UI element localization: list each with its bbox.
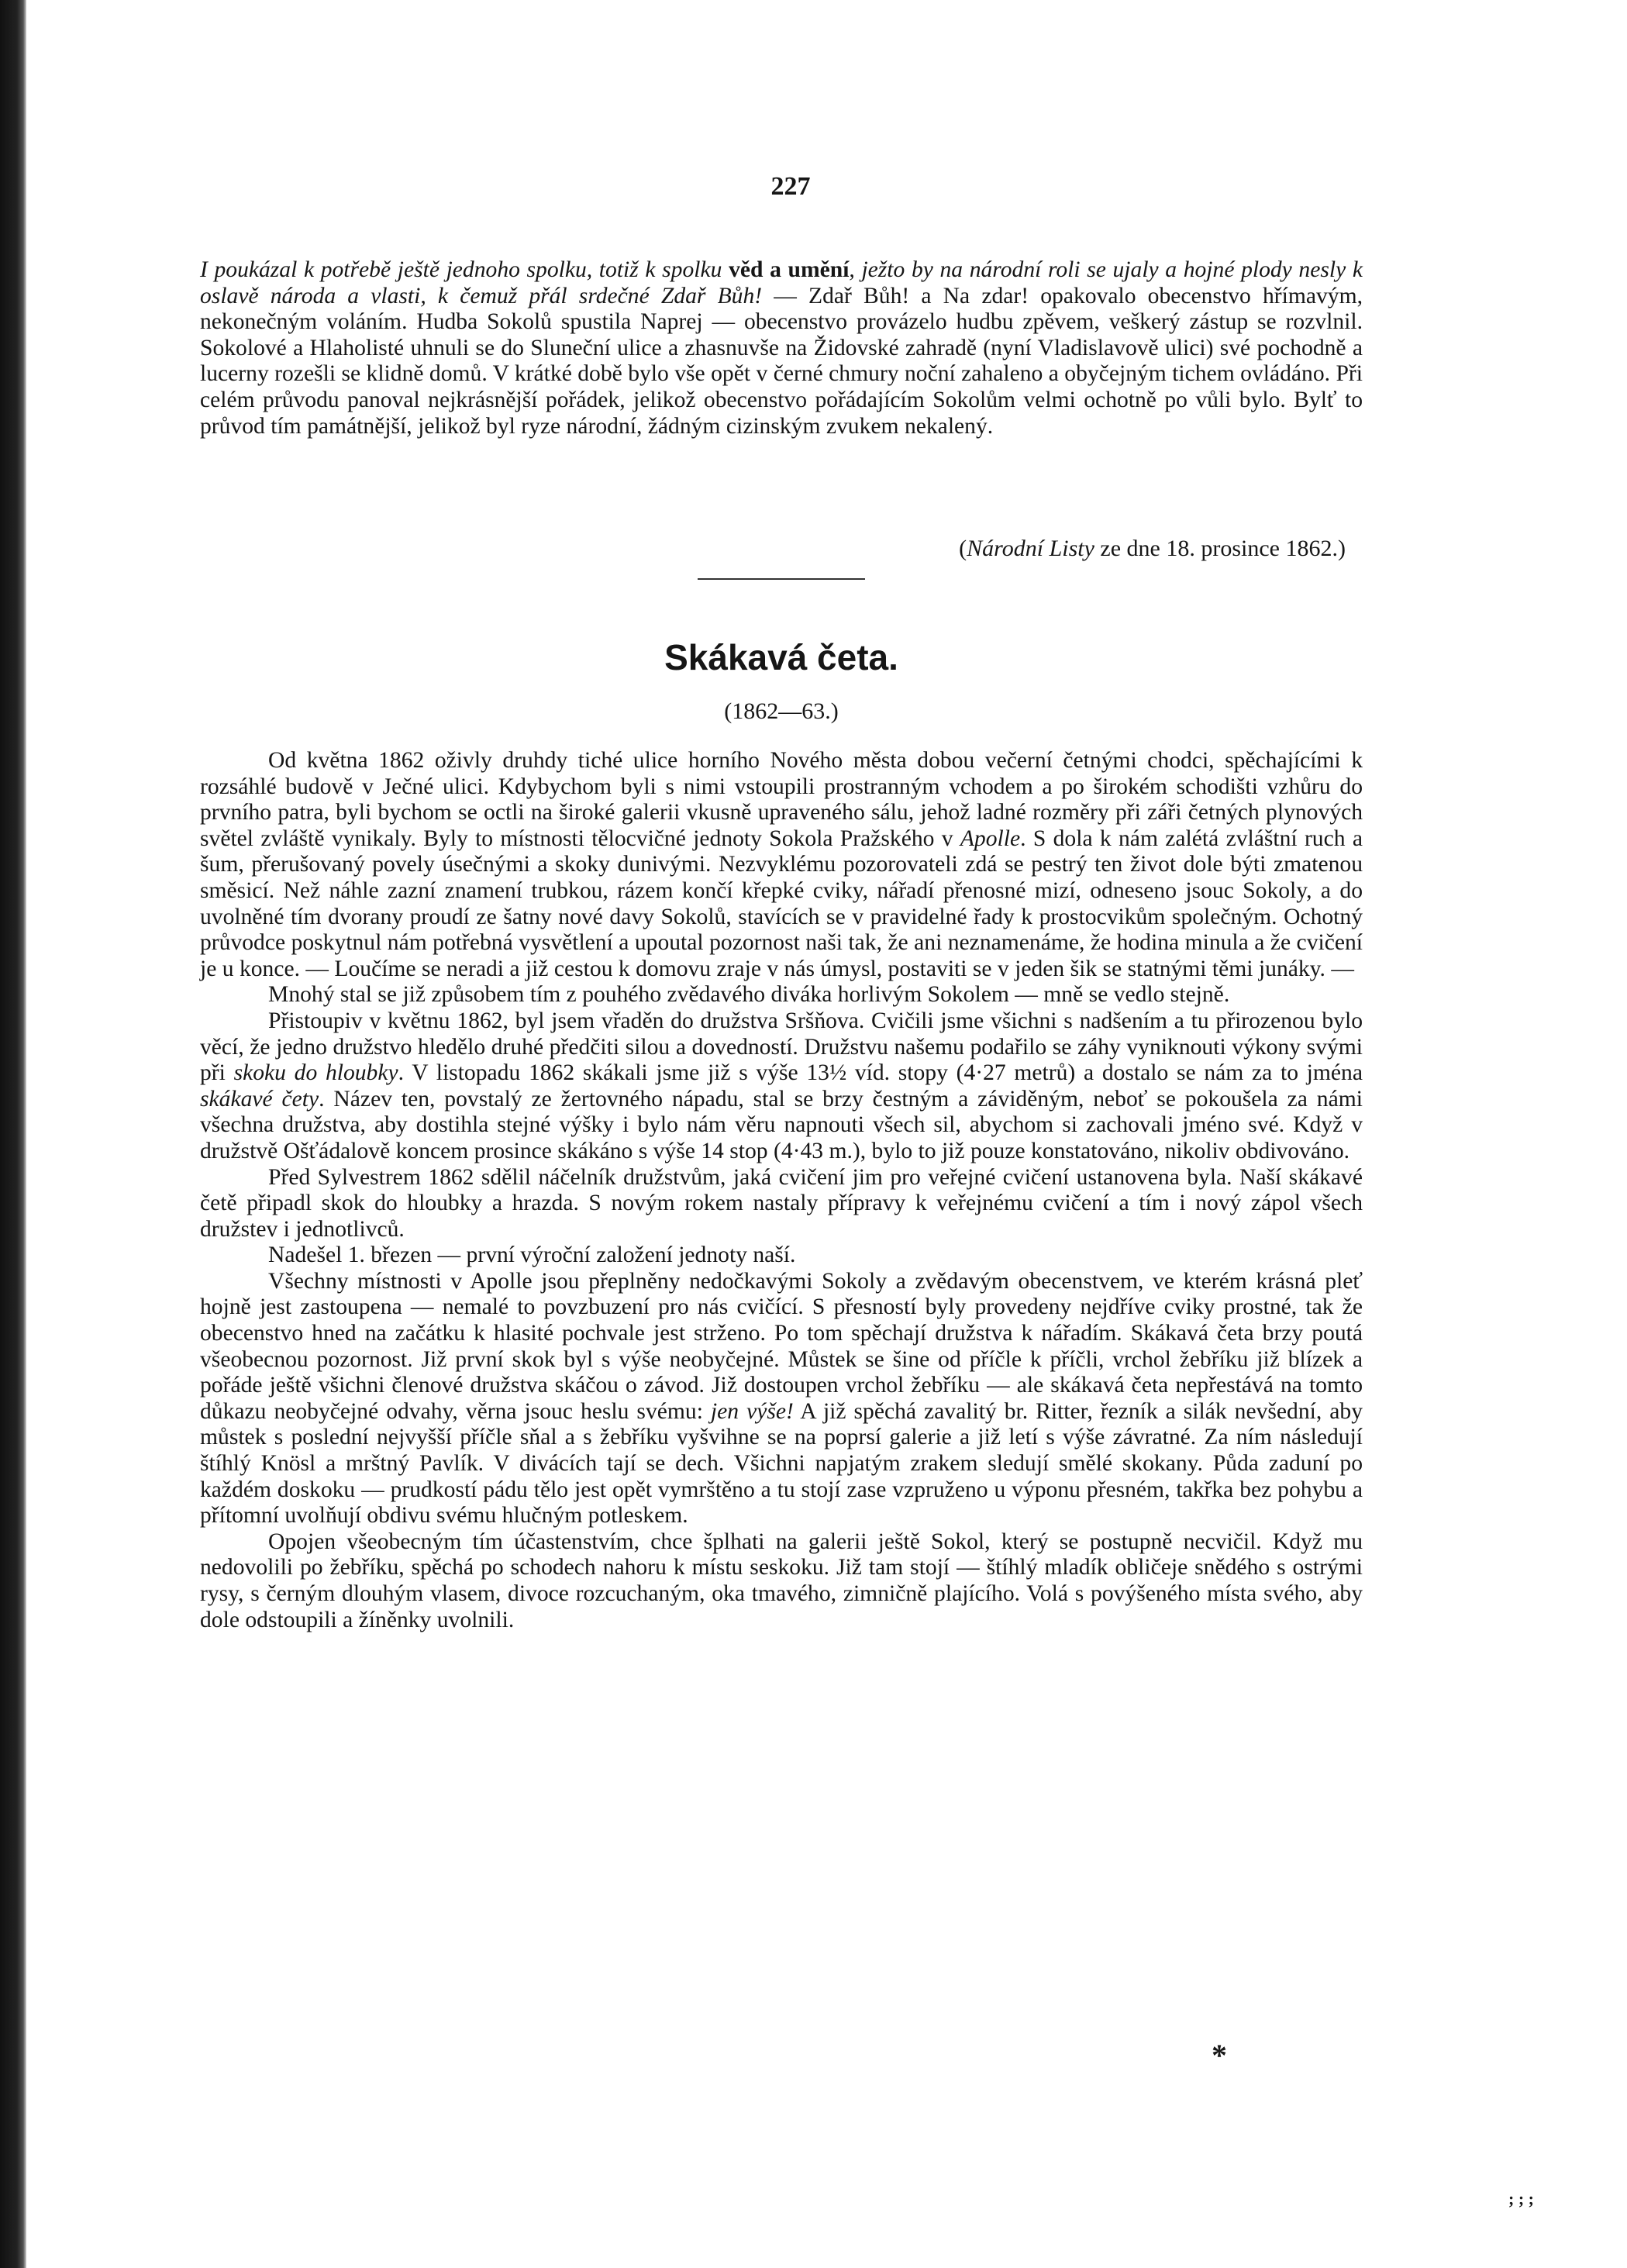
section-asterisk: * <box>1212 2038 1227 2073</box>
body-text: A již spěchá zavalitý br. Ritter, řezník a silák nevšední, aby můstek s poslední nejvyšší příčle sňal a s žebříku vyšvihne se na poprsí galerie a již letí s výše závratné. Za ním následují štíhlý Knösl a mrštný Pavlík. V divácích tají se dech. Všichni napjatým zrakem sledují smělé skokany. Půda zaduní po každém doskoku — prudkostí pádu tělo jest opět vymrštěno a tu stojí zase vzpruženo u výponu přesném, takřka bez pohybu a přítomní uvolňují obdivu svému hlučným potleskem. <box>200 1398 1363 1529</box>
citation-newspaper-name: Národní Listy <box>967 536 1094 561</box>
quote-italic-lead: I poukázal k potřebě ještě jednoho spolku, totiž k spolku <box>200 257 722 282</box>
body-paragraph-6 <box>200 1269 1363 1529</box>
book-binding-edge <box>0 0 26 2268</box>
body-text: Všechny místnosti v Apolle jsou přeplněny nedočkavými Sokoly a zvědavým obecenstvem, ve kterém krásná pleť hojně jest zastoupena — nemalé to povzbuzení pro nás cvičící. S přesností byly provedeny nejdříve cviky prostné, tak že obecenstvo hned na začátku k hlasité pochvale jest strženo. Po tom spěchají družstva k nářadím. Skákavá četa brzy poutá všeobecnou pozornost. Již první skok byl s výše neobyčejné. Můstek se šine od příčle k příčli, vrchol žebříku již blízek a pořáde ještě všichni členové družstva skáčou o závod. Již dostoupen vrchol žebříku — ale skákavá četa nepřestává na tomto důkazu neobyčejné odvahy, věrna jsouc heslu svému: <box>200 1268 1363 1424</box>
quoted-newspaper-excerpt <box>200 257 1363 439</box>
chapter-subtitle-years: (1862—63.) <box>724 698 839 724</box>
body-text: Od května 1862 oživly druhdy tiché ulice horního Nového města dobou večerní četnými chodci, spěchajícími k rozsáhlé budově v Ječné ulici. Kdybychom byli s nimi vstoupili prostranným vchodem a po širokém schodišti vzhůru do prvního patra, byli bychom se octli na široké galerii vkusně upraveného sálu, jehož ladné rozměry při záři četných plynových světel zvláště vynikaly. Byly to místnosti tělocvičné jednoty Sokola Pražského v <box>200 748 1363 851</box>
body-text: . Název ten, povstalý ze žertovného nápadu, stal se brzy čestným a záviděným, neboť se pokoušela za námi všechna družstva, aby dostihla stejné výšky i bylo nám věru napnouti všech sil, abychom si zachovali jméno své. Když v družstvě Ošťádalově koncem prosince skákáno s výše 14 stop (4·43 m.), bylo to již pouze konstatováno, nikoliv obdivováno. <box>200 1086 1363 1163</box>
quote-italic-continuation: , ježto by na národní roli se ujaly a hojné plody nesly k oslavě národa a vlasti, k čemuž přál srdečné Zdař Bůh! <box>200 257 1363 308</box>
italic-motto: jen výše! <box>710 1398 794 1424</box>
citation-date: ze dne 18. prosince 1862.) <box>1094 536 1346 561</box>
quote-bold-phrase: věd a umění <box>729 257 850 282</box>
page-edge-marks: ; ; ; <box>1508 2189 1534 2208</box>
body-paragraph-7: Opojen všeobecným tím účastenstvím, chce šplhati na galerii ještě Sokol, který se postupně necvičil. Když mu nedovolili po žebříku, spěchá po schodech nahoru k místu seskoku. Již tam stojí — štíhlý mladík obličeje snědého s ostrými rysy, s černým dlouhým vlasem, divoce rozcuchaným, oka tmavého, zimničně plajícího. Volá s povýšeného místa svého, aby dole odstoupili a žíněnky uvolnili. <box>200 1529 1363 1632</box>
body-paragraph-3 <box>200 1008 1363 1165</box>
body-paragraph-4: Před Sylvestrem 1862 sdělil náčelník družstvům, jaká cvičení jim pro veřejné cvičení ustanovena byla. Naší skákavé četě připadl skok do hloubky a hrazda. S novým rokem nastaly přípravy k veřejnému cvičení a tím i nový zápol všech družstev i jednotlivců. <box>200 1164 1363 1242</box>
italic-place-name: Apolle <box>960 826 1021 851</box>
quote-paragraph <box>200 257 1363 439</box>
quote-source-citation <box>200 535 1346 563</box>
body-text: Přistoupiv v květnu 1862, byl jsem vřaděn do družstva Sršňova. Cvičili jsme všichni s nadšením a tu přirozenou bylo věcí, že jedno družstvo hledělo druhé předčiti silou a dovedností. Družstvu našemu podařilo se záhy vyniknouti výkony svými při <box>200 1008 1363 1086</box>
chapter-body <box>200 748 1363 1633</box>
section-divider <box>698 578 865 580</box>
citation-open-paren: ( <box>959 536 967 561</box>
chapter-title: Skákavá četa. <box>664 637 898 677</box>
page-number: 227 <box>770 172 811 201</box>
body-text: . V listopadu 1862 skákali jsme již s výše 13½ víd. stopy (4·27 metrů) a dostalo se nám za to jména <box>398 1060 1363 1086</box>
body-paragraph-1 <box>200 748 1363 982</box>
italic-term-skakave-cety: skákavé čety <box>200 1086 319 1112</box>
body-paragraph-5: Nadešel 1. březen — první výroční založení jednoty naší. <box>268 1243 796 1268</box>
quote-body-text: — Zdař Bůh! a Na zdar! opakovalo obecenstvo hřímavým, nekonečným voláním. Hudba Sokolů spustila Naprej — obecenstvo provázelo hudbu zpěvem, veškerý zástup se rozvlnil. Sokolové a Hlaholisté uhnuli se do Sluneční ulice a zhasnuvše na Židovské zahradě (nyní Vladislavově ulici) své pochodně a lucerny rozešli se klidně domů. V krátké době bylo vše opět v černé chmury noční zahaleno a obyčejným tichem ovládáno. Při celém průvodu panoval nejkrásnější pořádek, jelikož obecenstvo pořádajícím Sokolům velmi ochotně po vůli bylo. Bylť to průvod tím památnější, jelikož byl ryze národní, žádným cizinským zvukem nekalený. <box>200 283 1363 439</box>
body-paragraph-2: Mnohý stal se již způsobem tím z pouhého zvědavého diváka horlivým Sokolem — mně se vedlo stejně. <box>268 982 1230 1008</box>
italic-term-skok-do-hloubky: skoku do hloubky <box>233 1060 398 1086</box>
body-text: . S dola k nám zalétá zvláštní ruch a šum, přerušovaný povely úsečnými a skoky dunivými. Nezvyklému pozorovateli zdá se pestrý ten život dole býti zmatenou směsicí. Než náhle zazní znamení trubkou, rázem končí křepké cviky, nářadí přenosné mizí, odneseno jsouc Sokoly, a do uvolněné tím dvorany proudí ze šatny nové davy Sokolů, stavících se v pravidelné řady k prostocvikům společným. Ochotný průvodce poskytnul nám potřebná vysvětlení a upoutal pozornost naši tak, že ani neznamenáme, že hodina minula a že cvičení je u konce. — Loučíme se neradi a již cestou k domovu zraje v nás úmysl, postaviti se v jeden šik se statnými těmi junáky. — <box>200 826 1363 981</box>
